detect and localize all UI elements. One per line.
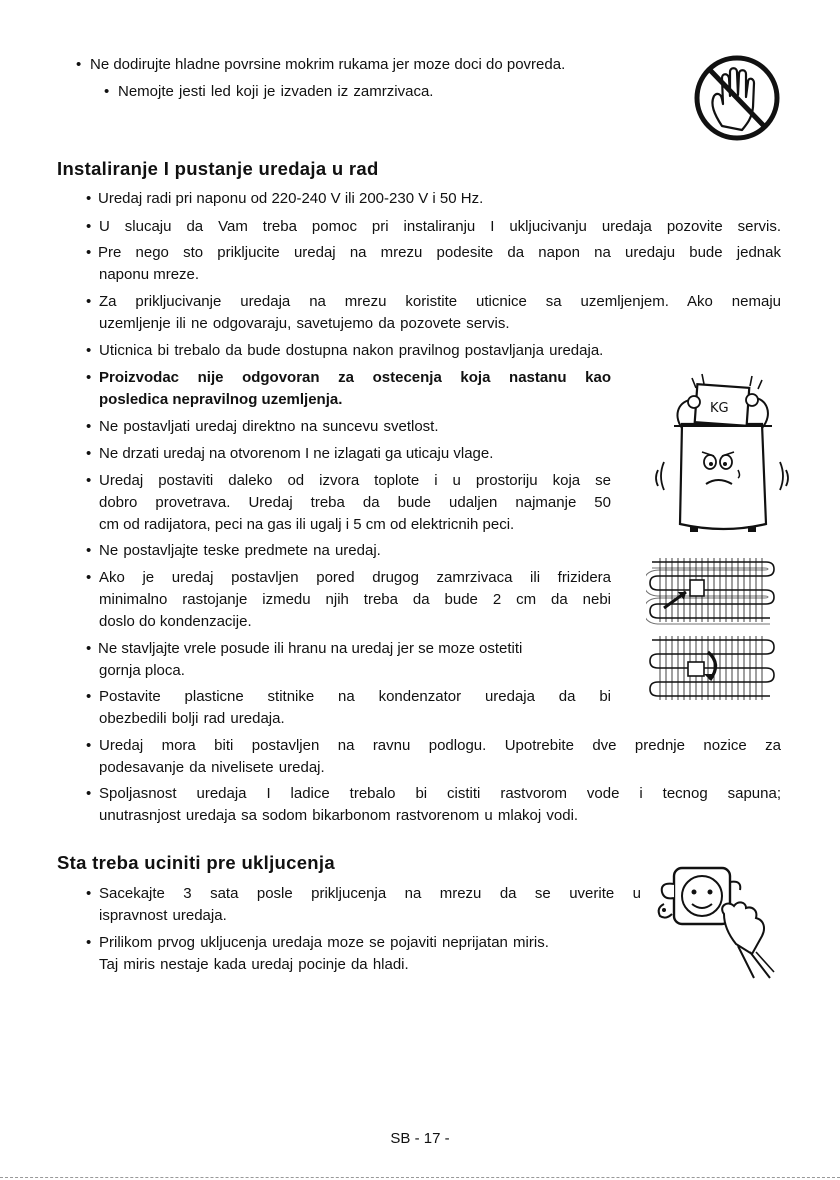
bullet: • xyxy=(86,418,92,435)
bullet: • xyxy=(86,569,92,586)
text-line: U slucaju da Vam treba pomoc pri instaliranju I ukljucivanju uredaja pozovite servis. xyxy=(99,218,781,235)
page-number: SB - 17 - xyxy=(390,1130,450,1147)
bullet: • xyxy=(76,56,82,73)
text-line: Spoljasnost uredaja I ladice trebalo bi cistiti rastvorom vode i tecnog sapuna; xyxy=(99,785,781,802)
bullet: • xyxy=(86,688,92,705)
no-touch-hand-icon xyxy=(692,52,782,144)
bullet: • xyxy=(86,244,92,261)
condenser-spacer-icon xyxy=(646,556,778,626)
text-line: Uredaj postaviti daleko od izvora toplote i u prostoriju koja se xyxy=(99,472,611,489)
text-line: minimalno rastojanje izmedu njih treba da bude 2 cm da nebi xyxy=(99,591,611,608)
bullet: • xyxy=(86,785,92,802)
text-line: podesavanje da nivelisete uredaj. xyxy=(99,759,325,776)
bullet: • xyxy=(86,542,92,559)
text-line: Ne postavljati uredaj direktno na suncevu svetlost. xyxy=(99,418,439,435)
bullet: • xyxy=(86,190,92,207)
text-line: cm od radijatora, peci na gas ili ugalj i 5 cm od elektricnih peci. xyxy=(99,516,515,533)
text-line: gornja ploca. xyxy=(99,662,185,679)
bullet: • xyxy=(86,885,92,902)
text-line: dobro provetrava. Uredaj treba da bude udaljen najmanje 50 xyxy=(99,494,611,511)
text-line: Ne dodirujte hladne povrsine mokrim rukama jer moze doci do povreda. xyxy=(90,56,566,73)
text-line-bold: posledica nepravilnog uzemljenja. xyxy=(99,391,343,408)
bullet: • xyxy=(86,218,92,235)
text-line-bold: Proizvodac nije odgovoran za ostecenja koja nastanu kao xyxy=(99,369,611,386)
text-line: Pre nego sto prikljucite uredaj na mrezu podesite da napon na uredaju bude jednak xyxy=(98,244,781,261)
text-line: Ne postavljajte teske predmete na uredaj. xyxy=(99,542,381,559)
weight-label: KG xyxy=(710,401,729,416)
text-line: Uredaj mora biti postavljen na ravnu podlogu. Upotrebite dve prednje nozice za xyxy=(99,737,781,754)
page-bottom-divider xyxy=(0,1177,840,1178)
text-line: unutrasnjost uredaja sa sodom bikarbonom rastvorenom u mlakoj vodi. xyxy=(99,807,579,824)
text-line: Uredaj radi pri naponu od 220-240 V ili 200-230 V i 50 Hz. xyxy=(98,190,484,207)
bullet: • xyxy=(86,737,92,754)
bullet: • xyxy=(86,445,92,462)
text-line: Ne stavljajte vrele posude ili hranu na uredaj jer se moze ostetiti xyxy=(98,640,523,657)
section-heading-before-switching-on: Sta treba uciniti pre ukljucenja xyxy=(57,852,335,873)
text-line: Postavite plasticne stitnike na kondenzator uredaja da bi xyxy=(99,688,611,705)
bullet: • xyxy=(86,369,92,386)
text-line: uzemljenje ili ne odgovaraju, savetujemo da pozovete servis. xyxy=(99,315,510,332)
text-line: doslo do kondenzacije. xyxy=(99,613,252,630)
bullet: • xyxy=(86,342,92,359)
text-line: obezbedili bolji rad uredaja. xyxy=(99,710,285,727)
text-line: naponu mreze. xyxy=(99,266,200,283)
text-line: Uticnica bi trebalo da bude dostupna nakon pravilnog postavljanja uredaja. xyxy=(99,342,604,359)
condenser-rotate-icon xyxy=(646,634,778,706)
overloaded-fridge-icon xyxy=(652,372,794,542)
text-line: Nemojte jesti led koji je izvaden iz zamrzivaca. xyxy=(118,83,434,100)
bullet: • xyxy=(86,934,92,951)
bullet: • xyxy=(104,83,110,100)
text-line: Sacekajte 3 sata posle prikljucenja na mrezu da se uverite u xyxy=(99,885,641,902)
text-line: Ne drzati uredaj na otvorenom I ne izlagati ga uticaju vlage. xyxy=(99,445,494,462)
plug-socket-icon xyxy=(652,862,784,984)
section-heading-installation: Instaliranje I pustanje uredaja u rad xyxy=(57,158,379,179)
text-line: Ako je uredaj postavljen pored drugog zamrzivaca ili frizidera xyxy=(99,569,611,586)
bullet: • xyxy=(86,293,92,310)
text-line: Taj miris nestaje kada uredaj pocinje da hladi. xyxy=(99,956,409,973)
text-line: ispravnost uredaja. xyxy=(99,907,227,924)
bullet: • xyxy=(86,640,92,657)
text-line: Za prikljucivanje uredaja na mrezu koristite uticnice sa uzemljenjem. Ako nemaju xyxy=(99,293,781,310)
bullet: • xyxy=(86,472,92,489)
text-line: Prilikom prvog ukljucenja uredaja moze se pojaviti neprijatan miris. xyxy=(99,934,549,951)
